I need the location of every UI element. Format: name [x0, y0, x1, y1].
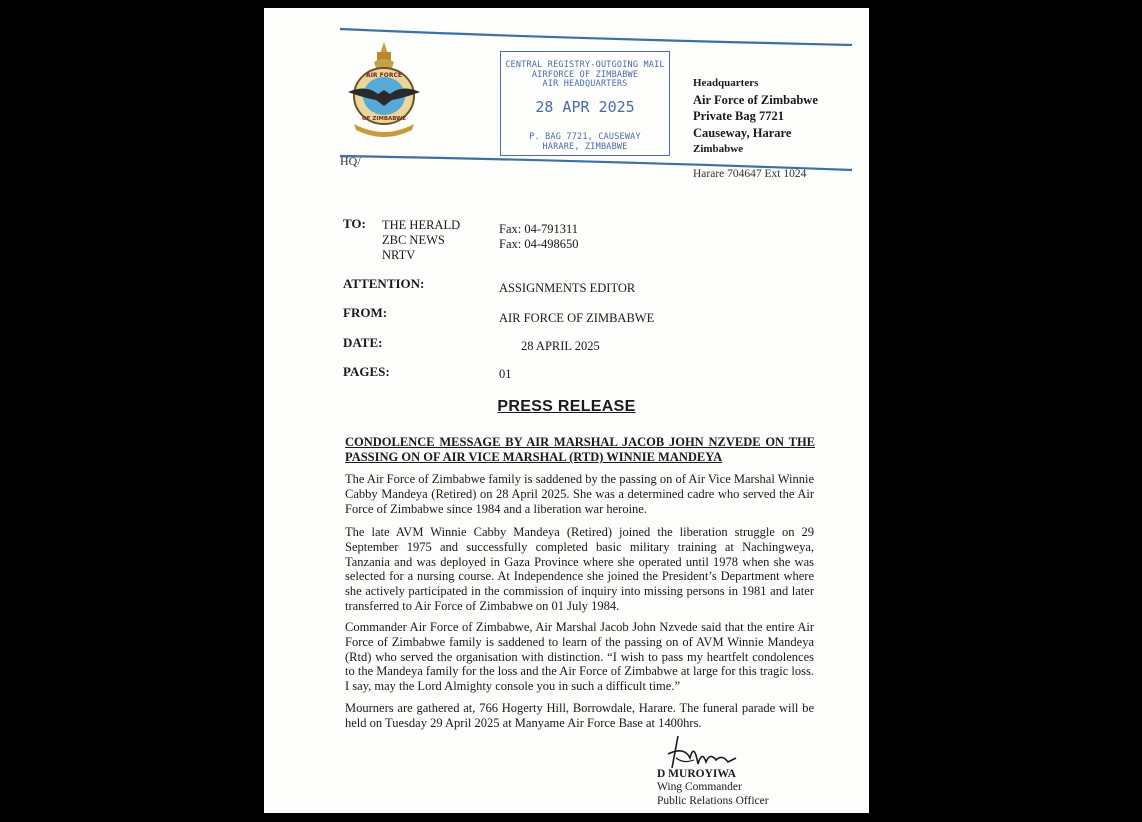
- pages-label: PAGES:: [343, 364, 390, 379]
- attention-value: ASSIGNMENTS EDITOR: [499, 281, 636, 295]
- stamp-line-1: CENTRAL REGISTRY-OUTGOING MAIL: [505, 60, 665, 70]
- date-label: DATE:: [343, 335, 383, 350]
- reference-number: HQ/: [340, 154, 361, 168]
- document-page: [264, 8, 869, 813]
- stamp-line-6: HARARE, ZIMBABWE: [542, 142, 628, 152]
- recipient-item: ZBC NEWS: [382, 233, 445, 247]
- fax-list: [499, 222, 579, 252]
- document-title: PRESS RELEASE: [497, 398, 636, 415]
- signatory-name: D MUROYIWA: [657, 768, 736, 780]
- headquarters-address: [693, 75, 818, 158]
- recipients-list: [382, 218, 460, 263]
- pages-value: 01: [499, 367, 512, 381]
- from-label: FROM:: [343, 305, 388, 320]
- date-value: 28 APRIL 2025: [521, 339, 600, 353]
- letterhead-top-rule: [340, 26, 852, 46]
- recipient-item: NRTV: [382, 248, 416, 262]
- address-line-5: Zimbabwe: [693, 143, 744, 155]
- fax-item: Fax: 04-498650: [499, 237, 579, 251]
- registry-stamp: [500, 51, 670, 156]
- attention-label: ATTENTION:: [343, 276, 425, 291]
- stamp-date: 28 APR 2025: [535, 98, 635, 116]
- stamp-line-3: AIR HEADQUARTERS: [542, 79, 628, 89]
- to-label: TO:: [343, 216, 366, 231]
- address-line-4: Causeway, Harare: [693, 125, 792, 140]
- address-line-3: Private Bag 7721: [693, 109, 784, 123]
- stamp-line-5: P. BAG 7721, CAUSEWAY: [529, 132, 641, 142]
- recipient-item: THE HERALD: [382, 218, 461, 232]
- subject-heading: CONDOLENCE MESSAGE BY AIR MARSHAL JACOB JOHN NZVEDE ON THE PASSING ON OF AIR VICE MARSHAL (RTD) WINNIE MANDEYA: [345, 435, 815, 464]
- signatory-rank: Wing Commander: [657, 781, 742, 793]
- body-paragraph-2: The late AVM Winnie Cabby Mandeya (Retired) joined the liberation struggle on 29 September 1975 and successfully completed basic military training at Nachingweya, Tanzania and was deployed in Gaza Province where she operated until 1978 when she was selected for a nursing course. At Independence she joined the President’s Department where she actively participated in the commission of inquiry into missing persons in 1981 and later transferred to Air Force of Zimbabwe on 01 July 1984.: [345, 525, 814, 613]
- body-paragraph-4: Mourners are gathered at, 766 Hogerty Hill, Borrowdale, Harare. The funeral parade will be held on Tuesday 29 April 2025 at Manyame Air Force Base at 1400hrs.: [345, 701, 814, 730]
- stamp-line-2: AIRFORCE OF ZIMBABWE: [531, 70, 639, 80]
- from-value: AIR FORCE OF ZIMBABWE: [499, 311, 655, 325]
- fax-item: Fax: 04-791311: [499, 222, 579, 236]
- signatory-position: Public Relations Officer: [657, 795, 769, 807]
- body-paragraph-3: Commander Air Force of Zimbabwe, Air Marshal Jacob John Nzvede said that the entire Air Force of Zimbabwe family is saddened to learn of the passing on of AVM Winnie Mandeya (Rtd) who served the organisation with distinction. “I wish to pass my heartfelt condolences to the Mandeya family for the loss and the Air Force of Zimbabwe at large for this tragic loss. I say, may the Lord Almighty console you in such a difficult time.”: [345, 620, 814, 694]
- headquarters-phone: Harare 704647 Ext 1024: [693, 168, 807, 180]
- body-paragraph-1: The Air Force of Zimbabwe family is saddened by the passing on of Air Vice Marshal Winnie Cabby Mandeya (Retired) on 28 April 2025. She was a determined cadre who served the Air Force of Zimbabwe since 1984 and a liberation war heroine.: [345, 472, 815, 516]
- address-line-1: Headquarters: [693, 77, 759, 89]
- crest-text-top: AIR FORCE: [366, 72, 402, 79]
- address-line-2: Air Force of Zimbabwe: [693, 92, 818, 107]
- air-force-crest-logo: [344, 40, 424, 140]
- crest-text-bottom: OF ZIMBABWE: [361, 116, 407, 122]
